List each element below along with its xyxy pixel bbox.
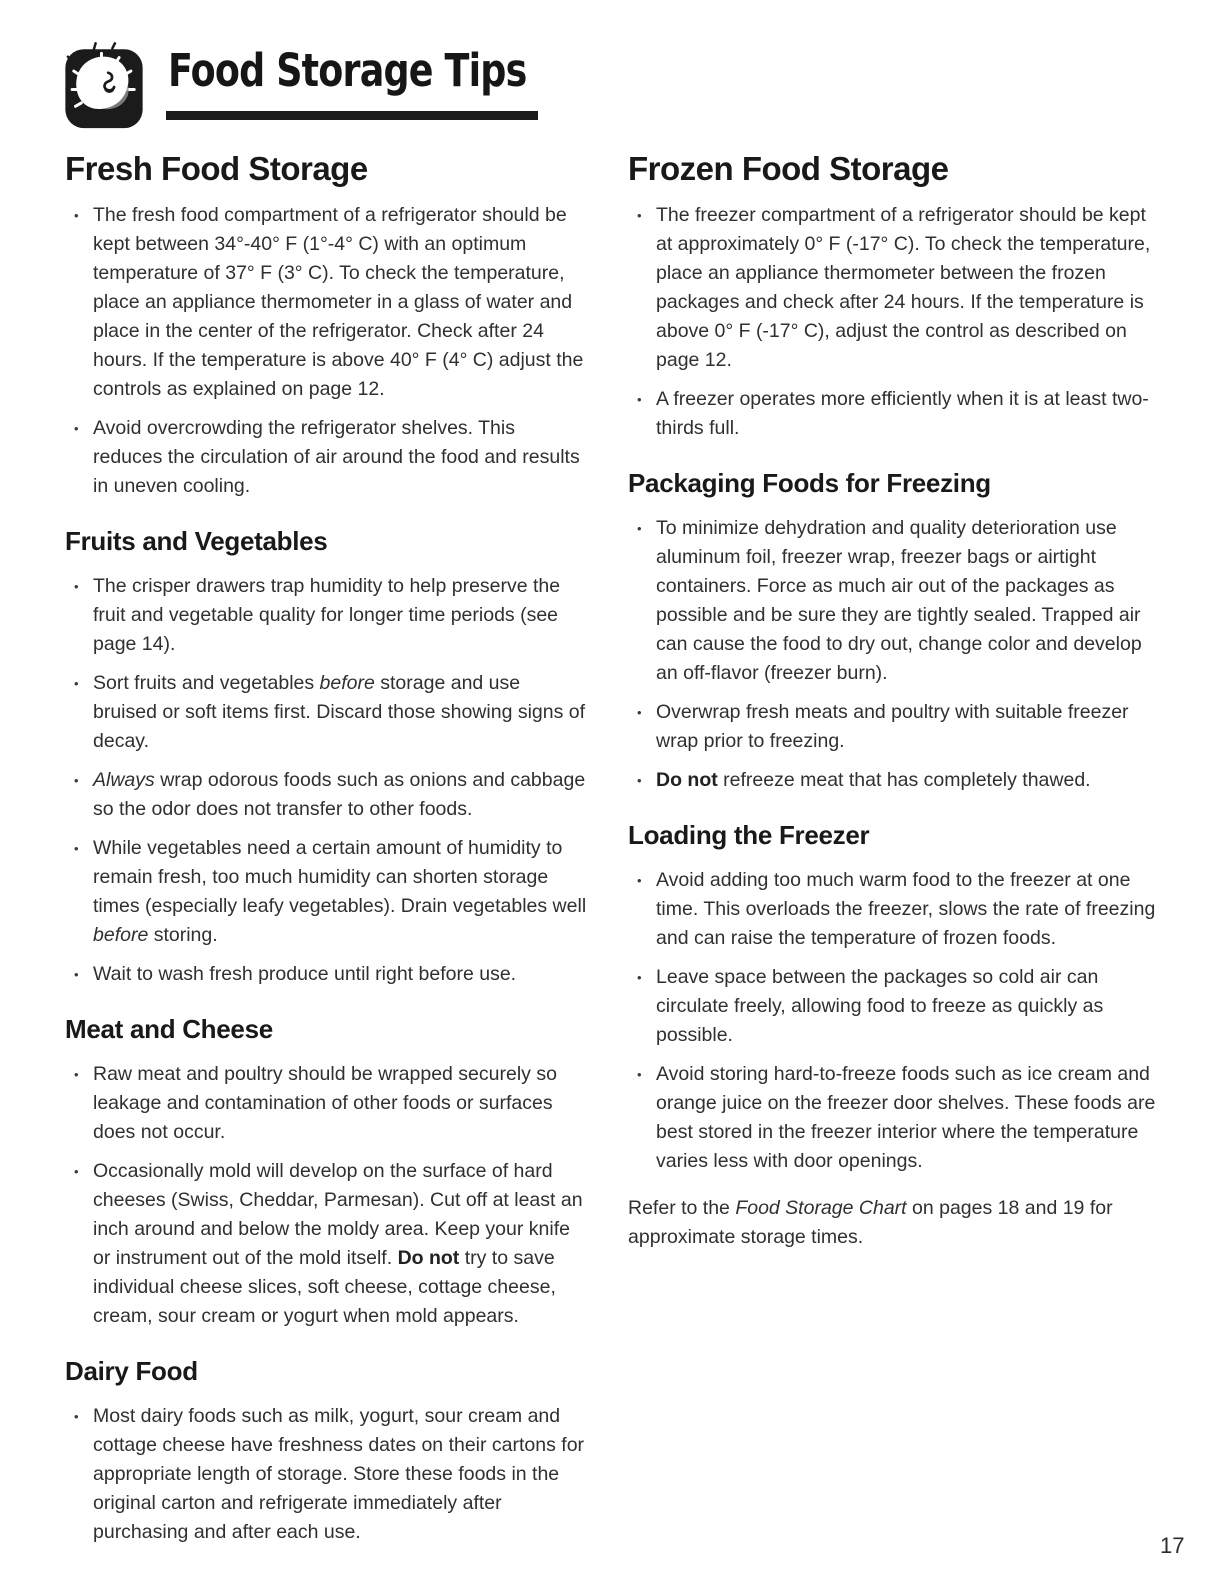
text-content: A freezer operates more efficiently when it is at least two-thirds full. <box>656 388 1149 439</box>
page-number: 17 <box>1160 1533 1185 1558</box>
text-content: Raw meat and poultry should be wrapped securely so leakage and contamination of other foods or surfaces does not occur. <box>93 1063 557 1143</box>
page-title: Food Storage Tips <box>168 44 527 97</box>
text-content: Most dairy foods such as milk, yogurt, sour cream and cottage cheese have freshness dates on their cartons for appropriate length of storage. Store these foods in the original carton and refrigerate immediately after purchasing and after each use. <box>93 1405 585 1543</box>
text-content: Avoid overcrowding the refrigerator shelves. This reduces the circulation of air around the food and results in uneven cooling. <box>93 417 580 497</box>
text-content: While vegetables need a certain amount of humidity to remain fresh, too much humidity can shorten storage times (especially leafy vegetables). Drain vegetables well before storing. <box>93 837 587 946</box>
bullet-marker: • <box>637 208 642 223</box>
text-content: Always wrap odorous foods such as onions and cabbage so the odor does not transfer to other foods. <box>93 769 586 820</box>
bullet-item <box>628 698 1156 756</box>
text-content: Refer to the Food Storage Chart on pages 18 and 19 for approximate storage times. <box>628 1197 1113 1248</box>
bullet-marker: • <box>637 873 642 888</box>
bullet-item <box>65 572 589 659</box>
column-right <box>628 150 1156 1262</box>
bullet-item <box>65 1402 589 1547</box>
text-content: Overwrap fresh meats and poultry with suitable freezer wrap prior to freezing. <box>656 701 1129 752</box>
text-content: The fresh food compartment of a refrigerator should be kept between 34°-40° F (1°-4° C) with an optimum temperature of 37° F (3° C). To check the temperature, place an appliance thermometer in a glass of water and place in the center of the refrigerator. Check after 24 hours. If the temperature is above 40° F (4° C) adjust the controls as explained on page 12. <box>93 204 584 400</box>
paragraph <box>628 1194 1156 1252</box>
bullet-marker: • <box>74 208 79 223</box>
section-heading: Dairy Food <box>65 1356 198 1386</box>
bullet-marker: • <box>74 967 79 982</box>
bullet-item <box>65 834 589 950</box>
bullet-item <box>628 766 1156 795</box>
section-heading: Packaging Foods for Freezing <box>628 468 991 498</box>
bullet-marker: • <box>637 705 642 720</box>
section-heading: Frozen Food Storage <box>628 150 949 187</box>
bullet-item <box>65 1060 589 1147</box>
lightbulb-tip-icon <box>62 42 146 132</box>
bullet-item <box>65 1157 589 1331</box>
bullet-marker: • <box>74 421 79 436</box>
bullet-marker: • <box>637 1067 642 1082</box>
text-content: Occasionally mold will develop on the surface of hard cheeses (Swiss, Cheddar, Parmesan). Cut off at least an inch around and below the moldy area. Keep your knife or instrument out of the mold itself. Do not try to save individual cheese slices, soft cheese, cottage cheese, cream, sour cream or yogurt when mold appears. <box>93 1160 583 1327</box>
bullet-item <box>628 201 1156 375</box>
text-content: Sort fruits and vegetables before storage and use bruised or soft items first. Discard those showing signs of decay. <box>93 672 586 752</box>
bullet-item <box>65 201 589 404</box>
bullet-marker: • <box>74 1409 79 1424</box>
text-content: The crisper drawers trap humidity to help preserve the fruit and vegetable quality for longer time periods (see page 14). <box>93 575 561 655</box>
bullet-item <box>65 669 589 756</box>
bullet-marker: • <box>74 1067 79 1082</box>
bullet-marker: • <box>74 579 79 594</box>
section-heading: Fruits and Vegetables <box>65 526 328 556</box>
text-content: Wait to wash fresh produce until right before use. <box>93 963 517 985</box>
text-content: To minimize dehydration and quality deterioration use aluminum foil, freezer wrap, freezer bags or airtight containers. Force as much air out of the packages as possible and be sure they are tightly sealed. Trapped air can cause the food to dry out, change color and develop an off-flavor (freezer burn). <box>656 517 1142 684</box>
bullet-marker: • <box>637 392 642 407</box>
bullet-item <box>65 766 589 824</box>
text-content: Leave space between the packages so cold air can circulate freely, allowing food to freeze as quickly as possible. <box>656 966 1104 1046</box>
bullet-item <box>65 414 589 501</box>
column-left <box>65 150 589 1557</box>
bullet-marker: • <box>637 521 642 536</box>
bullet-marker: • <box>74 841 79 856</box>
bullet-item <box>628 963 1156 1050</box>
text-content: Avoid storing hard-to-freeze foods such as ice cream and orange juice on the freezer door shelves. These foods are best stored in the freezer interior where the temperature varies less with door openings. <box>656 1063 1156 1172</box>
bullet-marker: • <box>74 676 79 691</box>
bullet-item <box>628 385 1156 443</box>
text-content: The freezer compartment of a refrigerator should be kept at approximately 0° F (-17° C). To check the temperature, place an appliance thermometer between the frozen packages and check after 24 hours. If the temperature is above 0° F (-17° C), adjust the control as described on page 12. <box>656 204 1151 371</box>
text-content: Avoid adding too much warm food to the freezer at one time. This overloads the freezer, slows the rate of freezing and can raise the temperature of frozen foods. <box>656 869 1156 949</box>
title-underline <box>166 111 538 120</box>
bullet-item <box>628 514 1156 688</box>
bullet-item <box>628 866 1156 953</box>
bullet-marker: • <box>74 773 79 788</box>
section-heading: Fresh Food Storage <box>65 150 368 187</box>
bullet-item <box>628 1060 1156 1176</box>
text-content: Do not refreeze meat that has completely thawed. <box>656 769 1091 791</box>
bullet-marker: • <box>74 1164 79 1179</box>
section-heading: Meat and Cheese <box>65 1014 273 1044</box>
bullet-marker: • <box>637 773 642 788</box>
section-heading: Loading the Freezer <box>628 820 870 850</box>
bullet-item <box>65 960 589 989</box>
bullet-marker: • <box>637 970 642 985</box>
